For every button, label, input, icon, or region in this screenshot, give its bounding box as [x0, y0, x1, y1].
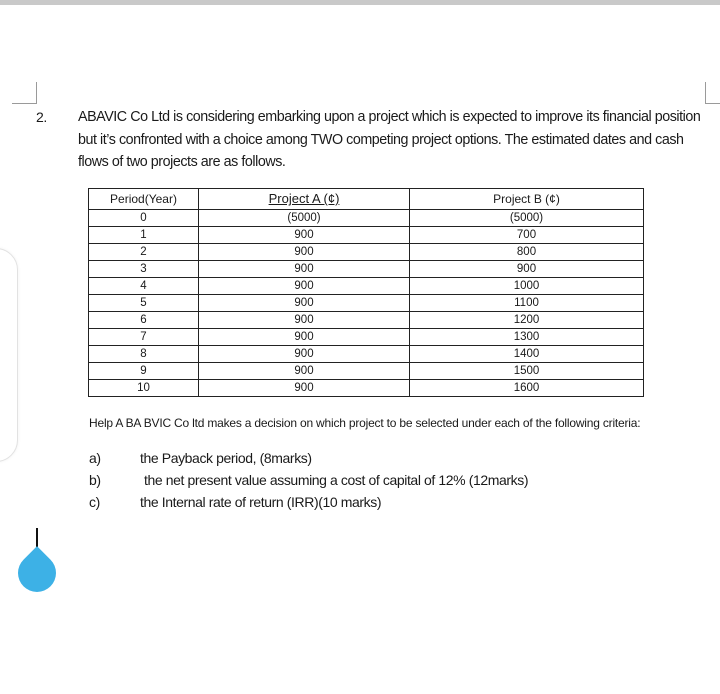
cell-project-b: 1000	[410, 278, 644, 295]
side-panel-handle[interactable]	[0, 248, 18, 462]
help-text: Help A BA BVIC Co ltd makes a decision on which project to be selected under each of the following criteria:	[89, 416, 641, 430]
cell-project-a: 900	[199, 346, 410, 363]
table-row	[89, 244, 644, 261]
cell-project-b: (5000)	[410, 210, 644, 227]
question-intro: ABAVIC Co Ltd is considering embarking upon a project which is expected to improve its financial position but it’s confronted with a choice among TWO competing project options. The estimated dates and cash flows of two projects are as follows.	[78, 109, 701, 170]
cell-period: 4	[89, 278, 199, 295]
cell-project-b: 1100	[410, 295, 644, 312]
cell-project-b: 1400	[410, 346, 644, 363]
cell-period: 0	[89, 210, 199, 227]
cell-period: 10	[89, 380, 199, 397]
criterion-letter: c)	[89, 494, 100, 510]
table-row	[89, 363, 644, 380]
criterion-letter: b)	[89, 472, 101, 488]
header-project-a	[199, 189, 410, 210]
crop-mark-right-horizontal	[705, 103, 720, 104]
cell-period: 5	[89, 295, 199, 312]
crop-mark-right	[705, 82, 706, 104]
cell-period: 7	[89, 329, 199, 346]
cash-flow-table	[88, 188, 644, 397]
cell-period: 8	[89, 346, 199, 363]
criterion-text: the Payback period, (8marks)	[140, 450, 312, 466]
criterion-letter: a)	[89, 450, 101, 466]
cell-project-a: 900	[199, 278, 410, 295]
cell-project-a: (5000)	[199, 210, 410, 227]
table-row	[89, 227, 644, 244]
cell-period: 9	[89, 363, 199, 380]
cell-project-b: 700	[410, 227, 644, 244]
table-row	[89, 295, 644, 312]
table-row	[89, 210, 644, 227]
cell-project-a: 900	[199, 227, 410, 244]
header-project-a-label: Project A (¢)	[268, 191, 340, 206]
header-project-b: Project B (¢)	[410, 189, 644, 210]
cell-period: 2	[89, 244, 199, 261]
crop-mark-left	[36, 82, 37, 104]
table-row	[89, 312, 644, 329]
cell-project-a: 900	[199, 312, 410, 329]
cell-project-b: 1300	[410, 329, 644, 346]
table-row	[89, 278, 644, 295]
table-row	[89, 346, 644, 363]
crop-mark-left-horizontal	[12, 103, 37, 104]
cell-project-b: 1500	[410, 363, 644, 380]
criterion-text: the net present value assuming a cost of capital of 12% (12marks)	[144, 472, 529, 488]
cell-project-a: 900	[199, 261, 410, 278]
cell-project-b: 800	[410, 244, 644, 261]
header-period: Period(Year)	[89, 189, 199, 210]
cell-project-b: 1200	[410, 312, 644, 329]
cell-project-a: 900	[199, 244, 410, 261]
cell-period: 1	[89, 227, 199, 244]
cell-project-a: 900	[199, 363, 410, 380]
table-header-row	[89, 189, 644, 210]
table-row	[89, 261, 644, 278]
cell-project-a: 900	[199, 380, 410, 397]
selection-handle[interactable]	[10, 546, 64, 600]
top-status-bar	[0, 0, 720, 5]
question-number: 2.	[36, 109, 47, 125]
cell-project-a: 900	[199, 295, 410, 312]
criterion-text: the Internal rate of return (IRR)(10 marks)	[140, 494, 382, 510]
cell-period: 3	[89, 261, 199, 278]
table-row	[89, 380, 644, 397]
cell-period: 6	[89, 312, 199, 329]
cell-project-b: 1600	[410, 380, 644, 397]
table-row	[89, 329, 644, 346]
cell-project-a: 900	[199, 329, 410, 346]
cell-project-b: 900	[410, 261, 644, 278]
